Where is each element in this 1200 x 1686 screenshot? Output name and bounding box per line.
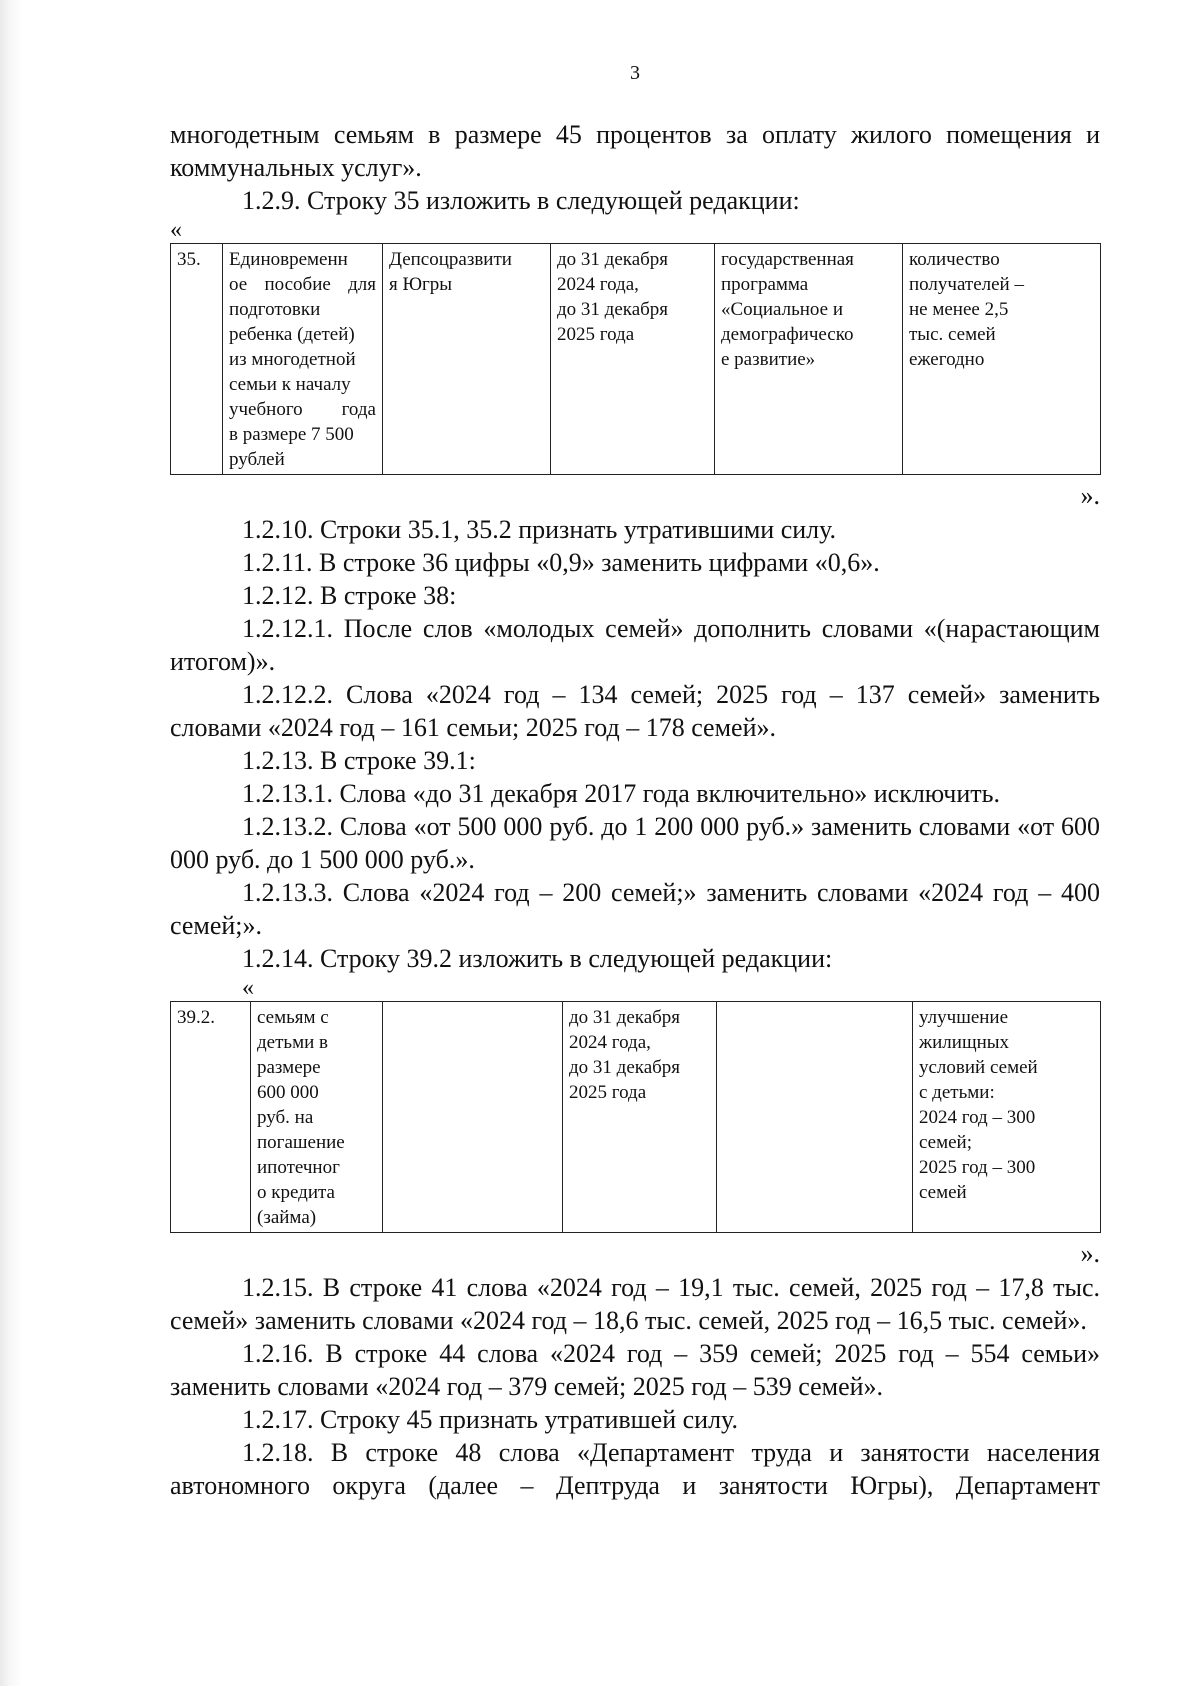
cell-deadline: до 31 декабря 2024 года, до 31 декабря 2025 года bbox=[551, 244, 715, 475]
item-1-2-16: 1.2.16. В строке 44 слова «2024 год – 359 семей; 2025 год – 554 семьи» заменить словами «2024 год – 379 семей; 2025 год – 539 семей». bbox=[170, 1339, 1100, 1401]
cell-num: 35. bbox=[171, 244, 223, 475]
item-1-2-13: 1.2.13. В строке 39.1: bbox=[242, 746, 476, 775]
cell-num: 39.2. bbox=[171, 1002, 251, 1233]
cell-executor: Депсоцразвити я Югры bbox=[383, 244, 551, 475]
cell-program: государственная программа «Социальное и демографическо е развитие» bbox=[715, 244, 903, 475]
quote-open-2: « bbox=[242, 975, 254, 1001]
cell-result: количество получателей – не менее 2,5 тыс. семей ежегодно bbox=[903, 244, 1101, 475]
cell-result: улучшение жилищных условий семей с детьми: 2024 год – 300 семей; 2025 год – 300 семей bbox=[913, 1002, 1101, 1233]
item-1-2-17: 1.2.17. Строку 45 признать утратившей силу. bbox=[242, 1405, 738, 1434]
cell-program bbox=[717, 1002, 913, 1233]
para-intro: многодетным семьям в размере 45 процентов за оплату жилого помещения и коммунальных услуг». bbox=[170, 120, 1100, 182]
item-1-2-9: 1.2.9. Строку 35 изложить в следующей редакции: bbox=[242, 186, 800, 215]
table-row bbox=[171, 244, 1101, 475]
quote-open-1: « bbox=[170, 217, 182, 243]
document-body bbox=[170, 118, 1100, 1502]
table-row bbox=[171, 1002, 1101, 1233]
item-1-2-10: 1.2.10. Строки 35.1, 35.2 признать утратившими силу. bbox=[242, 515, 837, 544]
cell-name: Единовременн ое пособие для подготовки ребенка (детей) из многодетной семьи к началу учебного года в размере 7 500 рублей bbox=[223, 244, 383, 475]
item-1-2-18: 1.2.18. В строке 48 слова «Департамент труда и занятости населения автономного округа (далее – Дептруда и занятости Югры), Департамент bbox=[170, 1438, 1100, 1500]
item-1-2-11: 1.2.11. В строке 36 цифры «0,9» заменить цифрами «0,6». bbox=[242, 548, 880, 577]
scan-edge bbox=[0, 0, 22, 1686]
page-number: 3 bbox=[630, 62, 640, 84]
item-1-2-13-3: 1.2.13.3. Слова «2024 год – 200 семей;» заменить словами «2024 год – 400 семей;». bbox=[170, 878, 1100, 940]
table-row-35 bbox=[170, 243, 1101, 475]
item-1-2-12: 1.2.12. В строке 38: bbox=[242, 581, 457, 610]
quote-close-2: ». bbox=[1080, 1239, 1100, 1268]
cell-name: семьям с детьми в размере 600 000 руб. на погашение ипотечног о кредита (займа) bbox=[251, 1002, 383, 1233]
item-1-2-13-1: 1.2.13.1. Слова «до 31 декабря 2017 года включительно» исключить. bbox=[242, 779, 1000, 808]
item-1-2-14: 1.2.14. Строку 39.2 изложить в следующей редакции: bbox=[242, 944, 833, 973]
item-1-2-12-1: 1.2.12.1. После слов «молодых семей» дополнить словами «(нарастающим итогом)». bbox=[170, 614, 1100, 676]
item-1-2-15: 1.2.15. В строке 41 слова «2024 год – 19,1 тыс. семей, 2025 год – 17,8 тыс. семей» заменить словами «2024 год – 18,6 тыс. семей, 2025 год – 16,5 тыс. семей». bbox=[170, 1273, 1100, 1335]
item-1-2-13-2: 1.2.13.2. Слова «от 500 000 руб. до 1 200 000 руб.» заменить словами «от 600 000 руб. до 1 500 000 руб.». bbox=[170, 812, 1100, 874]
cell-executor bbox=[383, 1002, 563, 1233]
item-1-2-12-2: 1.2.12.2. Слова «2024 год – 134 семей; 2025 год – 137 семей» заменить словами «2024 год – 161 семьи; 2025 год – 178 семей». bbox=[170, 680, 1100, 742]
quote-close-1: ». bbox=[1080, 481, 1100, 510]
cell-deadline: до 31 декабря 2024 года, до 31 декабря 2025 года bbox=[563, 1002, 717, 1233]
table-row-39-2 bbox=[170, 1001, 1101, 1233]
